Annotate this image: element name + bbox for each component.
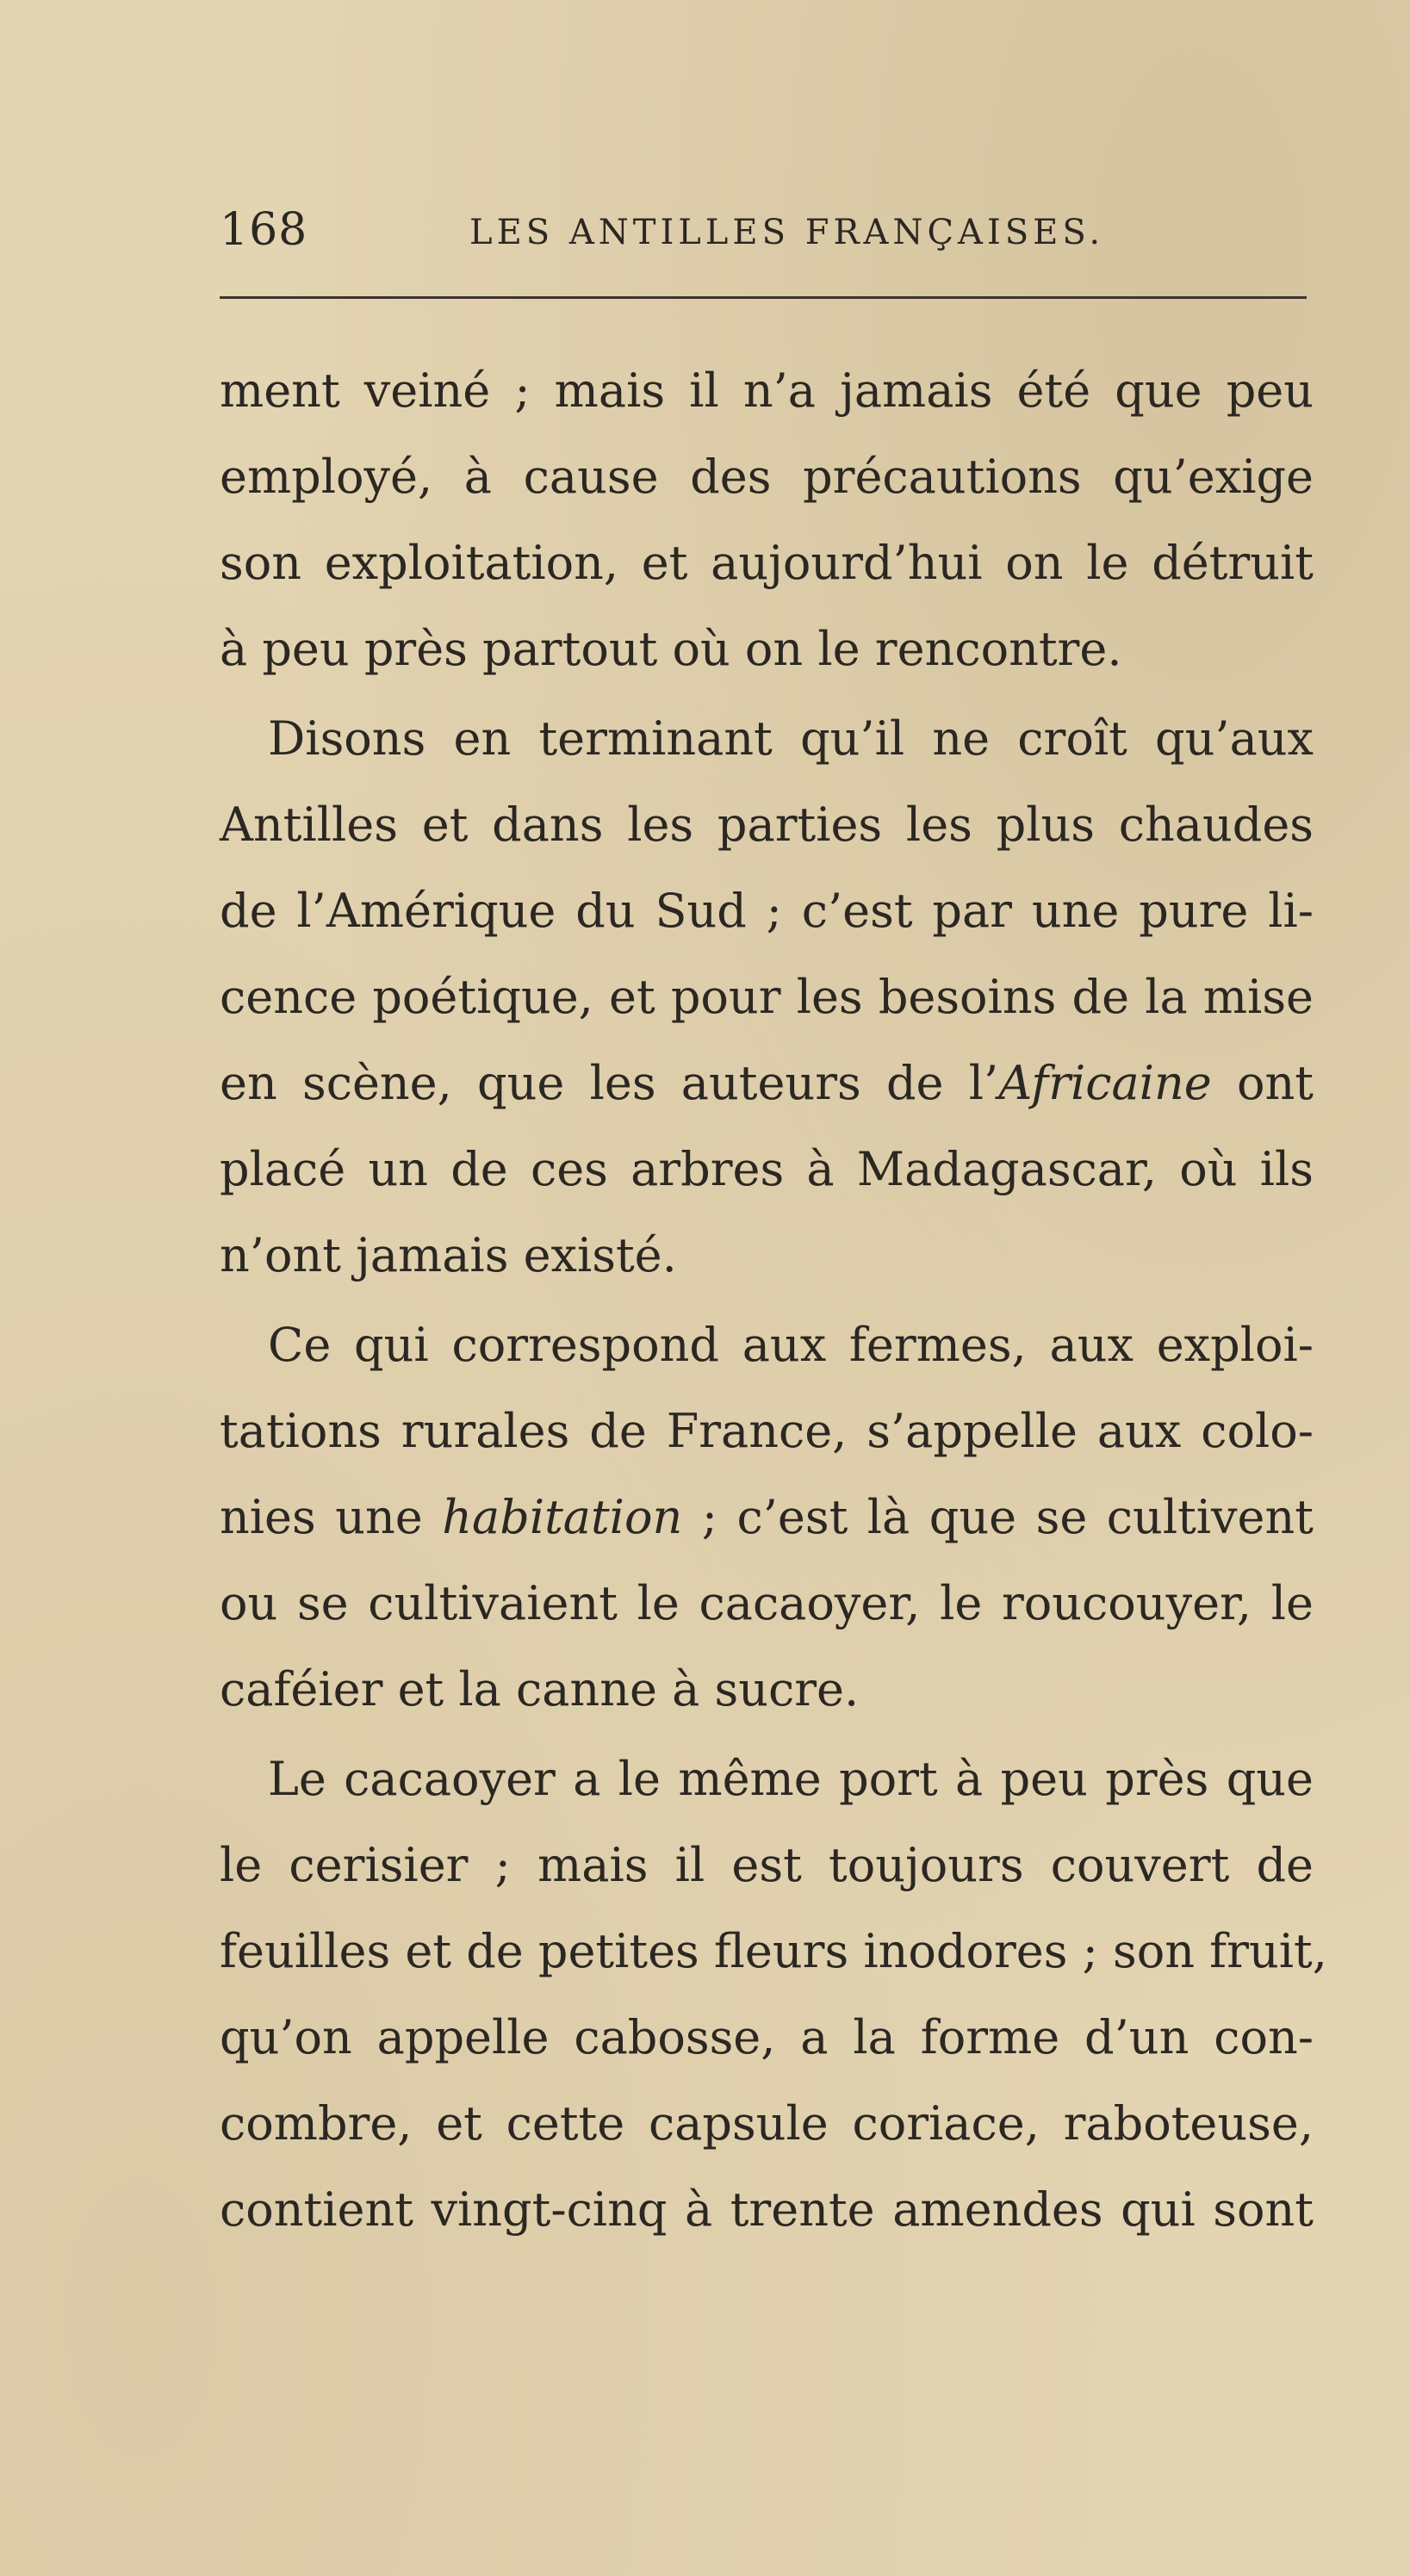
text-line: le cerisier ; mais il est toujours couvert de [220, 1838, 1314, 1892]
running-head [220, 200, 1314, 260]
paragraph-1 [220, 348, 1314, 692]
paragraph-3 [220, 1302, 1314, 1733]
text-line: combre, et cette capsule coriace, raboteuse, [220, 2096, 1314, 2151]
term-italic: habitation [442, 1490, 683, 1544]
text-line: placé un de ces arbres à Madagascar, où ils [220, 1142, 1314, 1196]
text-line: Ce qui correspond aux fermes, aux exploi- [268, 1318, 1314, 1372]
text-line: caféier et la canne à sucre. [220, 1662, 860, 1716]
text-line: cence poétique, et pour les besoins de la mise [220, 970, 1314, 1024]
text-line [220, 1040, 1314, 1127]
paragraph-4 [220, 1736, 1327, 2253]
text-line [220, 1474, 1314, 1561]
text-line: Disons en terminant qu’il ne croît qu’aux [268, 711, 1314, 766]
text-line: à peu près partout où on le rencontre. [220, 622, 1122, 676]
text-segment: ; c’est là que se cultivent [682, 1490, 1314, 1544]
body-text [220, 348, 1327, 2253]
text-line: ment veiné ; mais il n’a jamais été que peu [220, 363, 1314, 418]
text-line: qu’on appelle cabosse, a la forme d’un con- [220, 2010, 1314, 2064]
text-line: employé, à cause des précautions qu’exige [220, 450, 1314, 504]
work-title-italic: Africaine [998, 1056, 1212, 1110]
text-line: ou se cultivaient le cacaoyer, le roucouyer, le [220, 1576, 1314, 1630]
text-line: de l’Amérique du Sud ; c’est par une pure li- [220, 884, 1314, 938]
text-line: n’ont jamais existé. [220, 1228, 677, 1282]
text-segment: ont [1211, 1056, 1314, 1110]
text-segment: nies une [220, 1490, 443, 1544]
paragraph-2 [220, 696, 1314, 1299]
running-title: LES ANTILLES FRANÇAISES. [469, 213, 1105, 252]
text-segment: en scène, que les auteurs de l’ [220, 1056, 999, 1110]
text-line: feuilles et de petites fleurs inodores ; son fruit, [220, 1924, 1327, 1978]
page-number: 168 [220, 204, 308, 256]
header-rule [220, 296, 1307, 299]
text-line: contient vingt-cinq à trente amendes qui sont [220, 2182, 1314, 2237]
text-line: Antilles et dans les parties les plus chaudes [220, 798, 1314, 852]
text-line: Le cacaoyer a le même port à peu près que [268, 1752, 1314, 1806]
text-line: son exploitation, et aujourd’hui on le détruit [220, 536, 1314, 590]
text-line: tations rurales de France, s’appelle aux colo- [220, 1404, 1314, 1458]
